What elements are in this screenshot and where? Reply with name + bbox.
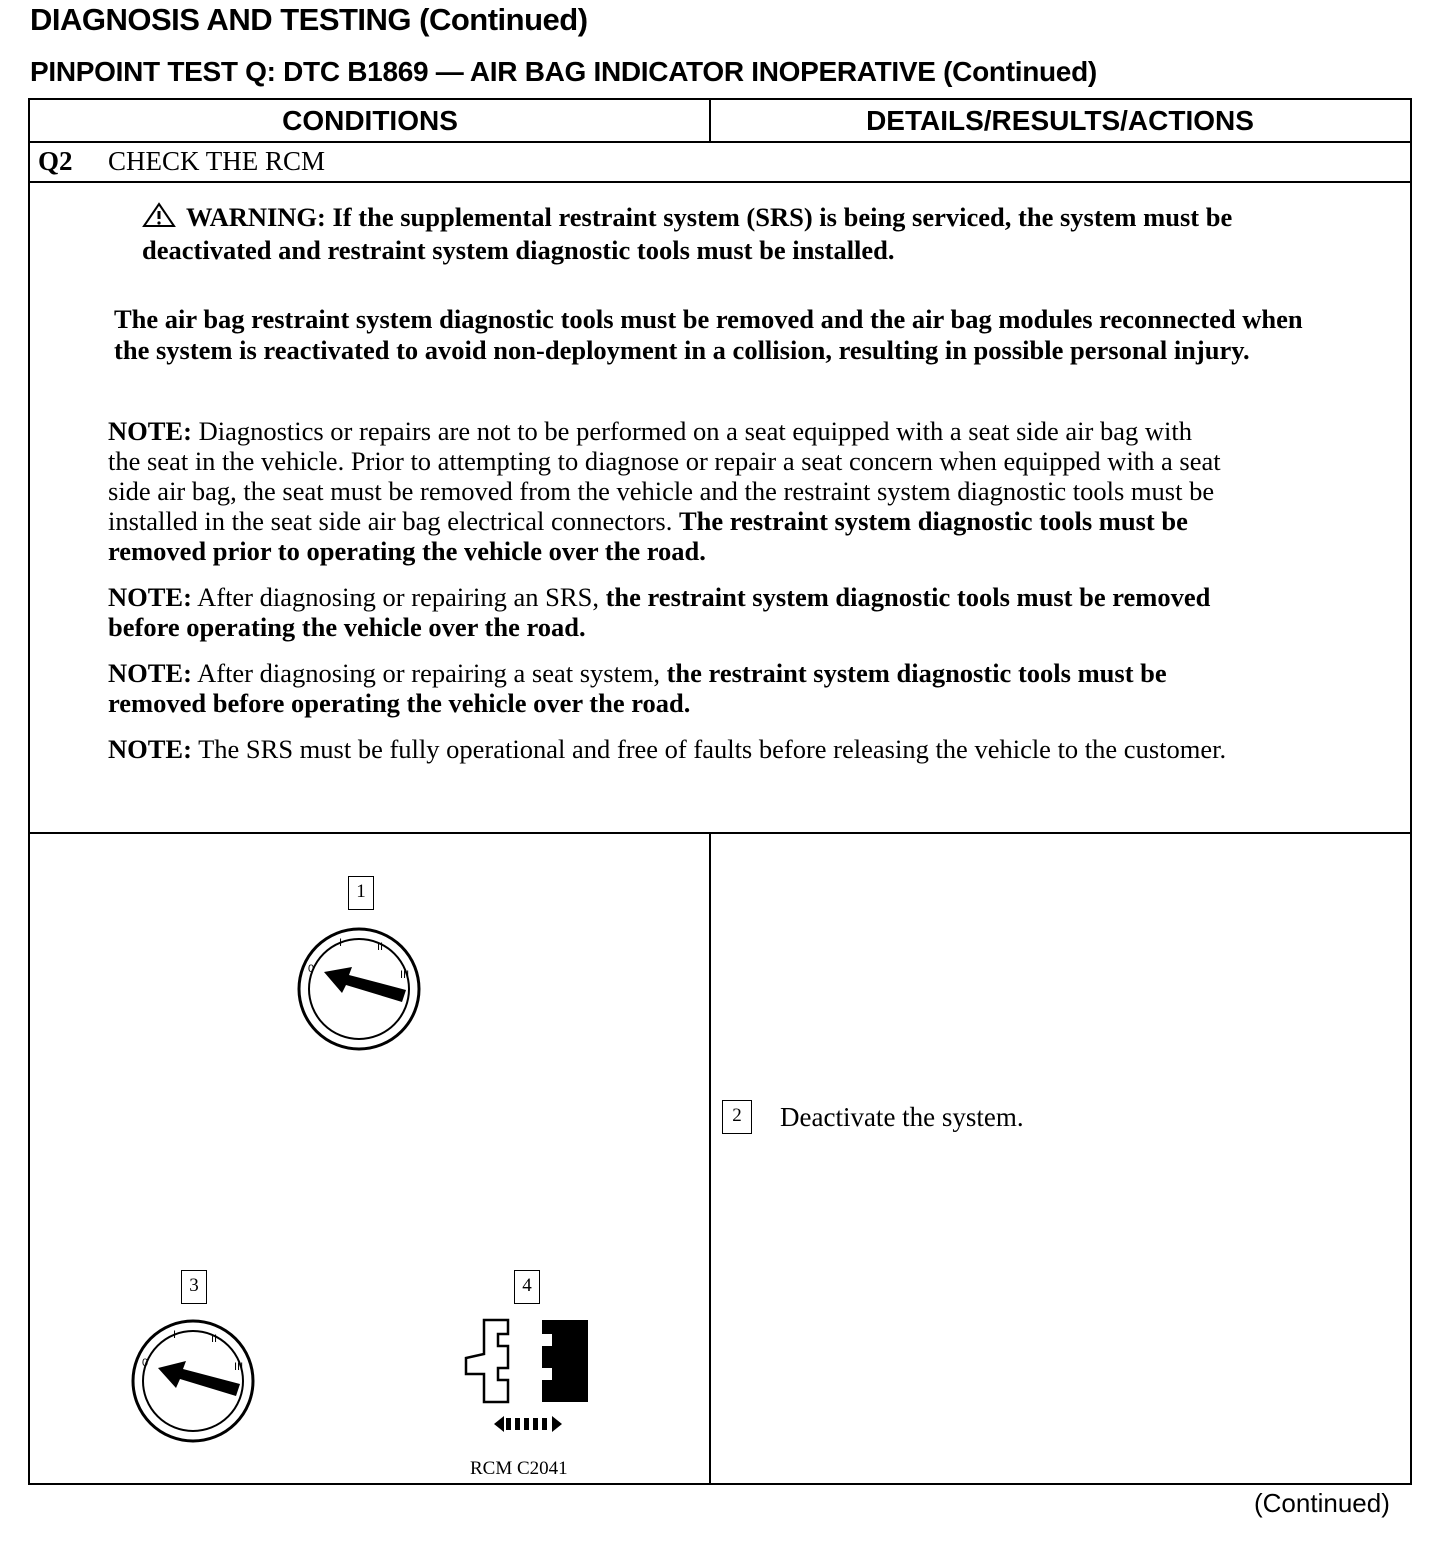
warning-text-2: The air bag restraint system diagnostic tools must be removed and the air bag modules reconnected when the system is reactivated to avoid non-deployment in a collision, resulting in possible personal injury. (114, 304, 1303, 365)
warning-block (114, 202, 1334, 366)
ignition-switch-icon (128, 1316, 258, 1446)
note-label: NOTE: (108, 416, 192, 446)
note-3 (108, 658, 1228, 718)
position-iii-label: III (400, 969, 410, 981)
callout-4: 4 (514, 1270, 540, 1304)
position-0-label: 0 (308, 963, 315, 975)
callout-1: 1 (348, 876, 374, 910)
step-id: Q2 (38, 146, 73, 176)
note-1 (108, 416, 1228, 566)
note-label: NOTE: (108, 582, 192, 612)
callout-2: 2 (722, 1100, 752, 1134)
connector-label: RCM C2041 (470, 1458, 568, 1479)
note-text: After diagnosing or repairing an SRS, (191, 582, 606, 612)
position-0-label: 0 (142, 1357, 149, 1369)
position-i-label: I (173, 1329, 177, 1341)
action-text: Deactivate the system. (780, 1102, 1024, 1132)
details-column-header: DETAILS/RESULTS/ACTIONS (866, 105, 1254, 136)
ignition-switch-icon (294, 924, 424, 1054)
note-emphasis: the restraint system diagnostic tools must be removed before operating the vehicle over the road. (108, 658, 1167, 718)
note-label: NOTE: (108, 658, 192, 688)
notes (108, 416, 1228, 780)
page-title: DIAGNOSIS AND TESTING (Continued) (30, 2, 588, 37)
position-ii-label: II (377, 941, 384, 953)
position-i-label: I (339, 937, 343, 949)
note-emphasis: The restraint system diagnostic tools must be removed prior to operating the vehicle over the road. (108, 506, 1188, 566)
continued-label: (Continued) (1254, 1488, 1390, 1518)
step-rule (30, 181, 1410, 183)
step-row (30, 142, 1410, 182)
note-emphasis: the restraint system diagnostic tools must be removed before operating the vehicle over the road. (108, 582, 1211, 642)
note-2 (108, 582, 1228, 642)
note-text: Diagnostics or repairs are not to be performed on a seat equipped with a seat side air bag with the seat in the vehicle. Prior to attempting to diagnose or repair a seat concern when equipped with a seat side air bag, the seat must be removed from the vehicle and the restraint system diagnostic tools must be installed in the seat side air bag electrical connectors. (108, 416, 1221, 536)
position-iii-label: III (234, 1361, 244, 1373)
lower-divider (709, 832, 711, 1483)
header-divider (709, 100, 711, 142)
pinpoint-test-title: PINPOINT TEST Q: DTC B1869 — AIR BAG INDICATOR INOPERATIVE (Continued) (30, 56, 1097, 87)
warning-text: WARNING: If the supplemental restraint system (SRS) is being serviced, the system must be deactivated and restraint system diagnostic tools must be installed. (142, 202, 1233, 265)
note-label: NOTE: (108, 734, 192, 764)
conditions-column-header: CONDITIONS (282, 105, 458, 136)
note-4 (108, 734, 1228, 764)
position-ii-label: II (211, 1333, 218, 1345)
note-text: The SRS must be fully operational and free of faults before releasing the vehicle to the customer. (191, 734, 1227, 764)
connector-disconnect-icon (458, 1316, 598, 1446)
callout-3: 3 (181, 1270, 207, 1304)
note-text: After diagnosing or repairing a seat system, (191, 658, 667, 688)
step-title: CHECK THE RCM (108, 146, 326, 176)
notes-rule (30, 832, 1410, 834)
pinpoint-test-table (28, 98, 1412, 1485)
warning-triangle-icon (142, 202, 176, 235)
